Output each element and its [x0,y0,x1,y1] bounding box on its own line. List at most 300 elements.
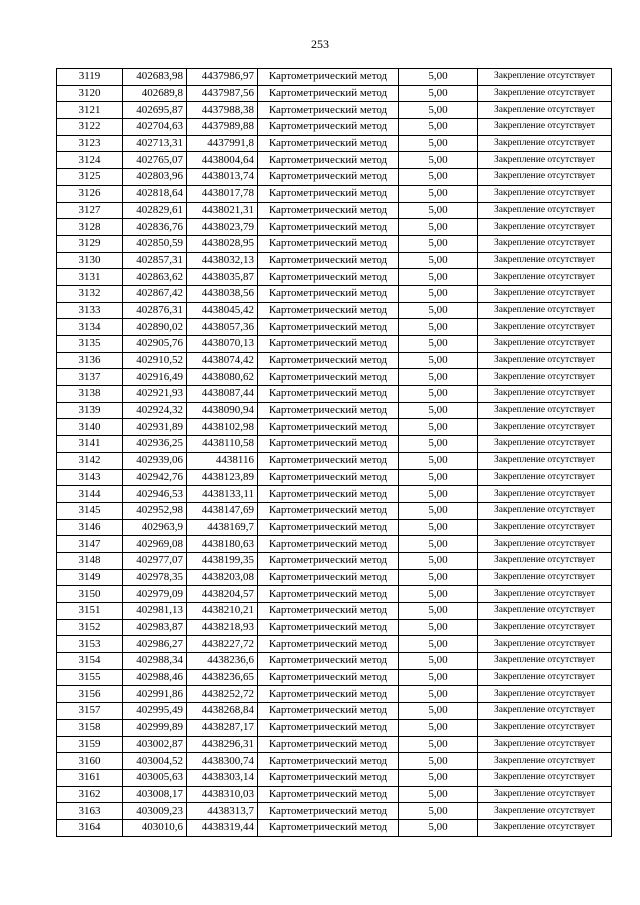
precision-cell: 5,00 [399,135,478,152]
table-row [57,319,612,336]
table-row [57,552,612,569]
precision-cell: 5,00 [399,669,478,686]
precision-cell: 5,00 [399,235,478,252]
method-cell: Картометрический метод [258,285,399,302]
fixing-cell: Закрепление отсутствует [478,185,612,202]
x-coordinate-cell: 402803,96 [123,169,187,186]
y-coordinate-cell: 4438013,74 [187,169,258,186]
x-coordinate-cell: 402695,87 [123,102,187,119]
fixing-cell: Закрепление отсутствует [478,603,612,620]
y-coordinate-cell: 4438204,57 [187,586,258,603]
y-coordinate-cell: 4438310,03 [187,786,258,803]
precision-cell: 5,00 [399,552,478,569]
table-row [57,85,612,102]
point-number-cell: 3158 [57,719,123,736]
fixing-cell: Закрепление отсутствует [478,269,612,286]
point-number-cell: 3128 [57,219,123,236]
method-cell: Картометрический метод [258,719,399,736]
table-row [57,502,612,519]
method-cell: Картометрический метод [258,319,399,336]
method-cell: Картометрический метод [258,336,399,353]
fixing-cell: Закрепление отсутствует [478,753,612,770]
table-row [57,769,612,786]
y-coordinate-cell: 4438287,17 [187,719,258,736]
fixing-cell: Закрепление отсутствует [478,152,612,169]
precision-cell: 5,00 [399,519,478,536]
table-row [57,152,612,169]
table-row [57,235,612,252]
method-cell: Картометрический метод [258,486,399,503]
x-coordinate-cell: 402765,07 [123,152,187,169]
y-coordinate-cell: 4438090,94 [187,402,258,419]
point-number-cell: 3134 [57,319,123,336]
point-number-cell: 3150 [57,586,123,603]
y-coordinate-cell: 4438038,56 [187,285,258,302]
fixing-cell: Закрепление отсутствует [478,85,612,102]
y-coordinate-cell: 4438268,84 [187,703,258,720]
y-coordinate-cell: 4438032,13 [187,252,258,269]
precision-cell: 5,00 [399,569,478,586]
precision-cell: 5,00 [399,502,478,519]
x-coordinate-cell: 402867,42 [123,285,187,302]
point-number-cell: 3139 [57,402,123,419]
precision-cell: 5,00 [399,185,478,202]
precision-cell: 5,00 [399,686,478,703]
point-number-cell: 3142 [57,452,123,469]
method-cell: Картометрический метод [258,202,399,219]
coordinates-table [56,68,612,837]
y-coordinate-cell: 4438102,98 [187,419,258,436]
precision-cell: 5,00 [399,436,478,453]
y-coordinate-cell: 4438303,14 [187,769,258,786]
y-coordinate-cell: 4438133,11 [187,486,258,503]
fixing-cell: Закрепление отсутствует [478,552,612,569]
point-number-cell: 3145 [57,502,123,519]
x-coordinate-cell: 402863,62 [123,269,187,286]
method-cell: Картометрический метод [258,85,399,102]
y-coordinate-cell: 4438045,42 [187,302,258,319]
point-number-cell: 3143 [57,469,123,486]
precision-cell: 5,00 [399,786,478,803]
method-cell: Картометрический метод [258,686,399,703]
y-coordinate-cell: 4438080,62 [187,369,258,386]
precision-cell: 5,00 [399,619,478,636]
table-row [57,636,612,653]
method-cell: Картометрический метод [258,603,399,620]
fixing-cell: Закрепление отсутствует [478,169,612,186]
x-coordinate-cell: 402995,49 [123,703,187,720]
precision-cell: 5,00 [399,536,478,553]
x-coordinate-cell: 402857,31 [123,252,187,269]
precision-cell: 5,00 [399,603,478,620]
point-number-cell: 3122 [57,119,123,136]
precision-cell: 5,00 [399,653,478,670]
point-number-cell: 3161 [57,769,123,786]
method-cell: Картометрический метод [258,619,399,636]
method-cell: Картометрический метод [258,552,399,569]
table-row [57,486,612,503]
y-coordinate-cell: 4438147,69 [187,502,258,519]
method-cell: Картометрический метод [258,536,399,553]
fixing-cell: Закрепление отсутствует [478,202,612,219]
fixing-cell: Закрепление отсутствует [478,636,612,653]
precision-cell: 5,00 [399,753,478,770]
method-cell: Картометрический метод [258,69,399,86]
table-row [57,753,612,770]
method-cell: Картометрический метод [258,102,399,119]
precision-cell: 5,00 [399,386,478,403]
fixing-cell: Закрепление отсутствует [478,619,612,636]
x-coordinate-cell: 402988,46 [123,669,187,686]
point-number-cell: 3146 [57,519,123,536]
method-cell: Картометрический метод [258,169,399,186]
precision-cell: 5,00 [399,302,478,319]
x-coordinate-cell: 403010,6 [123,819,187,836]
y-coordinate-cell: 4438057,36 [187,319,258,336]
precision-cell: 5,00 [399,319,478,336]
fixing-cell: Закрепление отсутствует [478,502,612,519]
table-row [57,703,612,720]
y-coordinate-cell: 4438074,42 [187,352,258,369]
y-coordinate-cell: 4438227,72 [187,636,258,653]
x-coordinate-cell: 402836,76 [123,219,187,236]
x-coordinate-cell: 402936,25 [123,436,187,453]
precision-cell: 5,00 [399,636,478,653]
x-coordinate-cell: 402818,64 [123,185,187,202]
y-coordinate-cell: 4438023,79 [187,219,258,236]
page-number: 253 [311,37,329,51]
fixing-cell: Закрепление отсутствует [478,536,612,553]
point-number-cell: 3124 [57,152,123,169]
fixing-cell: Закрепление отсутствует [478,519,612,536]
method-cell: Картометрический метод [258,369,399,386]
precision-cell: 5,00 [399,169,478,186]
precision-cell: 5,00 [399,285,478,302]
x-coordinate-cell: 402983,87 [123,619,187,636]
method-cell: Картометрический метод [258,402,399,419]
method-cell: Картометрический метод [258,235,399,252]
y-coordinate-cell: 4438070,13 [187,336,258,353]
method-cell: Картометрический метод [258,803,399,820]
point-number-cell: 3136 [57,352,123,369]
precision-cell: 5,00 [399,803,478,820]
x-coordinate-cell: 402946,53 [123,486,187,503]
y-coordinate-cell: 4438110,58 [187,436,258,453]
precision-cell: 5,00 [399,769,478,786]
y-coordinate-cell: 4438021,31 [187,202,258,219]
method-cell: Картометрический метод [258,519,399,536]
point-number-cell: 3162 [57,786,123,803]
point-number-cell: 3152 [57,619,123,636]
x-coordinate-cell: 403008,17 [123,786,187,803]
y-coordinate-cell: 4438252,72 [187,686,258,703]
fixing-cell: Закрепление отсутствует [478,586,612,603]
table-row [57,736,612,753]
precision-cell: 5,00 [399,369,478,386]
point-number-cell: 3151 [57,603,123,620]
method-cell: Картометрический метод [258,502,399,519]
precision-cell: 5,00 [399,69,478,86]
x-coordinate-cell: 402999,89 [123,719,187,736]
precision-cell: 5,00 [399,269,478,286]
point-number-cell: 3137 [57,369,123,386]
fixing-cell: Закрепление отсутствует [478,452,612,469]
fixing-cell: Закрепление отсутствует [478,135,612,152]
point-number-cell: 3147 [57,536,123,553]
table-row [57,669,612,686]
x-coordinate-cell: 402689,8 [123,85,187,102]
x-coordinate-cell: 402713,31 [123,135,187,152]
method-cell: Картометрический метод [258,819,399,836]
point-number-cell: 3163 [57,803,123,820]
method-cell: Картометрический метод [258,653,399,670]
table-row [57,352,612,369]
y-coordinate-cell: 4438300,74 [187,753,258,770]
fixing-cell: Закрепление отсутствует [478,219,612,236]
x-coordinate-cell: 402910,52 [123,352,187,369]
fixing-cell: Закрепление отсутствует [478,419,612,436]
precision-cell: 5,00 [399,486,478,503]
coordinates-table-body [57,69,612,837]
point-number-cell: 3140 [57,419,123,436]
point-number-cell: 3127 [57,202,123,219]
method-cell: Картометрический метод [258,786,399,803]
table-row [57,436,612,453]
point-number-cell: 3149 [57,569,123,586]
y-coordinate-cell: 4438236,65 [187,669,258,686]
y-coordinate-cell: 4438087,44 [187,386,258,403]
table-row [57,285,612,302]
x-coordinate-cell: 402829,61 [123,202,187,219]
point-number-cell: 3148 [57,552,123,569]
y-coordinate-cell: 4438123,89 [187,469,258,486]
fixing-cell: Закрепление отсутствует [478,653,612,670]
method-cell: Картометрический метод [258,135,399,152]
x-coordinate-cell: 402986,27 [123,636,187,653]
y-coordinate-cell: 4437988,38 [187,102,258,119]
table-row [57,803,612,820]
point-number-cell: 3121 [57,102,123,119]
x-coordinate-cell: 402977,07 [123,552,187,569]
table-row [57,586,612,603]
table-row [57,569,612,586]
method-cell: Картометрический метод [258,152,399,169]
method-cell: Картометрический метод [258,352,399,369]
table-row [57,419,612,436]
fixing-cell: Закрепление отсутствует [478,669,612,686]
table-row [57,452,612,469]
point-number-cell: 3164 [57,819,123,836]
y-coordinate-cell: 4438017,78 [187,185,258,202]
table-row [57,219,612,236]
point-number-cell: 3126 [57,185,123,202]
x-coordinate-cell: 402978,35 [123,569,187,586]
point-number-cell: 3129 [57,235,123,252]
precision-cell: 5,00 [399,736,478,753]
table-row [57,135,612,152]
precision-cell: 5,00 [399,102,478,119]
method-cell: Картометрический метод [258,419,399,436]
method-cell: Картометрический метод [258,586,399,603]
x-coordinate-cell: 402905,76 [123,336,187,353]
method-cell: Картометрический метод [258,636,399,653]
y-coordinate-cell: 4438028,95 [187,235,258,252]
y-coordinate-cell: 4438116 [187,452,258,469]
table-row [57,185,612,202]
precision-cell: 5,00 [399,202,478,219]
point-number-cell: 3131 [57,269,123,286]
fixing-cell: Закрепление отсутствует [478,486,612,503]
fixing-cell: Закрепление отсутствует [478,336,612,353]
point-number-cell: 3133 [57,302,123,319]
fixing-cell: Закрепление отсутствует [478,119,612,136]
x-coordinate-cell: 402704,63 [123,119,187,136]
y-coordinate-cell: 4438210,21 [187,603,258,620]
fixing-cell: Закрепление отсутствует [478,786,612,803]
point-number-cell: 3160 [57,753,123,770]
method-cell: Картометрический метод [258,119,399,136]
y-coordinate-cell: 4437989,88 [187,119,258,136]
method-cell: Картометрический метод [258,302,399,319]
precision-cell: 5,00 [399,719,478,736]
precision-cell: 5,00 [399,352,478,369]
y-coordinate-cell: 4437991,8 [187,135,258,152]
table-row [57,469,612,486]
fixing-cell: Закрепление отсутствует [478,102,612,119]
table-row [57,619,612,636]
x-coordinate-cell: 403002,87 [123,736,187,753]
point-number-cell: 3144 [57,486,123,503]
fixing-cell: Закрепление отсутствует [478,686,612,703]
table-row [57,202,612,219]
point-number-cell: 3132 [57,285,123,302]
point-number-cell: 3120 [57,85,123,102]
table-row [57,336,612,353]
x-coordinate-cell: 402991,86 [123,686,187,703]
precision-cell: 5,00 [399,219,478,236]
fixing-cell: Закрепление отсутствует [478,819,612,836]
x-coordinate-cell: 402683,98 [123,69,187,86]
y-coordinate-cell: 4438035,87 [187,269,258,286]
method-cell: Картометрический метод [258,769,399,786]
fixing-cell: Закрепление отсутствует [478,285,612,302]
precision-cell: 5,00 [399,703,478,720]
y-coordinate-cell: 4438169,7 [187,519,258,536]
table-row [57,603,612,620]
point-number-cell: 3123 [57,135,123,152]
point-number-cell: 3154 [57,653,123,670]
table-row [57,686,612,703]
table-row [57,386,612,403]
table-row [57,102,612,119]
y-coordinate-cell: 4438319,44 [187,819,258,836]
fixing-cell: Закрепление отсутствует [478,719,612,736]
point-number-cell: 3119 [57,69,123,86]
table-row [57,402,612,419]
fixing-cell: Закрепление отсутствует [478,386,612,403]
point-number-cell: 3138 [57,386,123,403]
precision-cell: 5,00 [399,119,478,136]
table-row [57,252,612,269]
method-cell: Картометрический метод [258,753,399,770]
point-number-cell: 3141 [57,436,123,453]
method-cell: Картометрический метод [258,703,399,720]
method-cell: Картометрический метод [258,252,399,269]
y-coordinate-cell: 4437986,97 [187,69,258,86]
fixing-cell: Закрепление отсутствует [478,352,612,369]
table-row [57,719,612,736]
method-cell: Картометрический метод [258,219,399,236]
table-row [57,786,612,803]
y-coordinate-cell: 4437987,56 [187,85,258,102]
table-row [57,819,612,836]
fixing-cell: Закрепление отсутствует [478,319,612,336]
point-number-cell: 3125 [57,169,123,186]
precision-cell: 5,00 [399,586,478,603]
point-number-cell: 3155 [57,669,123,686]
point-number-cell: 3153 [57,636,123,653]
y-coordinate-cell: 4438203,08 [187,569,258,586]
y-coordinate-cell: 4438180,63 [187,536,258,553]
x-coordinate-cell: 402979,09 [123,586,187,603]
x-coordinate-cell: 402939,06 [123,452,187,469]
x-coordinate-cell: 402921,93 [123,386,187,403]
method-cell: Картометрический метод [258,269,399,286]
x-coordinate-cell: 402924,32 [123,402,187,419]
x-coordinate-cell: 402988,34 [123,653,187,670]
precision-cell: 5,00 [399,469,478,486]
table-row [57,302,612,319]
precision-cell: 5,00 [399,152,478,169]
fixing-cell: Закрепление отсутствует [478,69,612,86]
table-row [57,169,612,186]
point-number-cell: 3156 [57,686,123,703]
precision-cell: 5,00 [399,452,478,469]
x-coordinate-cell: 403004,52 [123,753,187,770]
fixing-cell: Закрепление отсутствует [478,769,612,786]
method-cell: Картометрический метод [258,669,399,686]
precision-cell: 5,00 [399,819,478,836]
precision-cell: 5,00 [399,419,478,436]
y-coordinate-cell: 4438218,93 [187,619,258,636]
method-cell: Картометрический метод [258,469,399,486]
precision-cell: 5,00 [399,402,478,419]
x-coordinate-cell: 402850,59 [123,235,187,252]
x-coordinate-cell: 402969,08 [123,536,187,553]
fixing-cell: Закрепление отсутствует [478,803,612,820]
method-cell: Картометрический метод [258,569,399,586]
y-coordinate-cell: 4438313,7 [187,803,258,820]
fixing-cell: Закрепление отсутствует [478,302,612,319]
x-coordinate-cell: 402981,13 [123,603,187,620]
x-coordinate-cell: 403009,23 [123,803,187,820]
table-row [57,119,612,136]
method-cell: Картометрический метод [258,386,399,403]
point-number-cell: 3157 [57,703,123,720]
x-coordinate-cell: 402942,76 [123,469,187,486]
precision-cell: 5,00 [399,336,478,353]
fixing-cell: Закрепление отсутствует [478,436,612,453]
table-row [57,653,612,670]
x-coordinate-cell: 403005,63 [123,769,187,786]
fixing-cell: Закрепление отсутствует [478,736,612,753]
point-number-cell: 3159 [57,736,123,753]
x-coordinate-cell: 402876,31 [123,302,187,319]
point-number-cell: 3135 [57,336,123,353]
precision-cell: 5,00 [399,85,478,102]
method-cell: Картометрический метод [258,436,399,453]
table-row [57,536,612,553]
